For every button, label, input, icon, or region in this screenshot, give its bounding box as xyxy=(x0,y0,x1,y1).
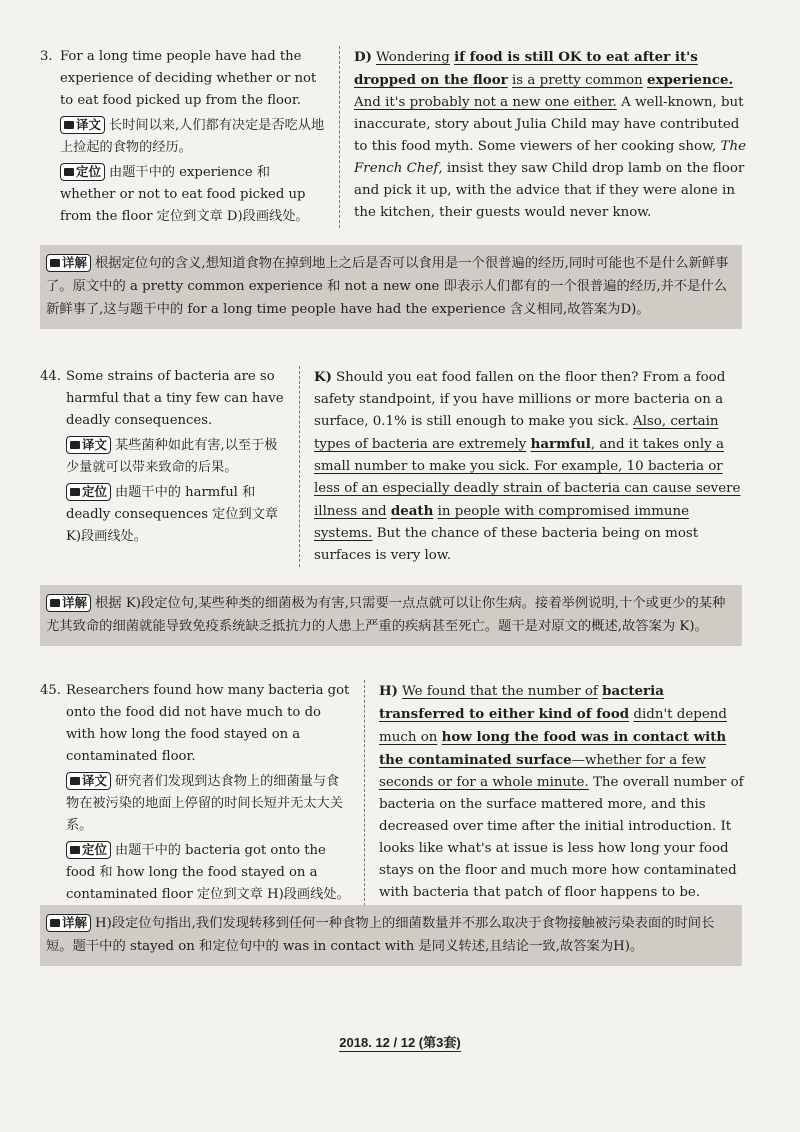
locate-note xyxy=(66,840,350,906)
bold-underlined-text: experience. xyxy=(647,72,734,88)
question-text: Some strains of bacteria are so harmful that a tiny few can have deadly consequences. xyxy=(66,369,284,428)
passage-column xyxy=(300,366,750,567)
passage-text: , insist they saw Child drop lamb on the floor and pick it up, with the advice that if they were alone in the kitchen, their guests would never know. xyxy=(354,161,745,220)
page-footer xyxy=(0,1032,800,1051)
translation-text: 某些菌种如此有害,以至于极少量就可以带来致命的后果。 xyxy=(66,438,278,475)
translation-note xyxy=(66,771,350,837)
explanation-text: H)段定位句指出,我们发现转移到任何一种食物上的细菌数量并不那么取决于食物接触被污染表面的时间长短。题干中的 stayed on 和定位句中的 was in contact with 是同义转述,且结论一致,故答案为H)。 xyxy=(46,916,715,954)
question-block-45 xyxy=(40,680,750,906)
folder-icon xyxy=(70,777,80,785)
folder-icon xyxy=(50,259,60,267)
passage-text: The overall number of bacteria on the surface mattered more, and this decreased over time after the initial introduction. It looks like what's at issue is less how long your food stays on the floor and much more how contaminated with bacteria that patch of floor happens to be. xyxy=(379,775,744,900)
underlined-text: Wondering xyxy=(375,50,450,65)
translation-tag: 译文 xyxy=(66,436,111,454)
locate-tag: 定位 xyxy=(66,483,111,501)
translation-text: 长时间以来,人们都有决定是否吃从地上捡起的食物的经历。 xyxy=(60,118,325,155)
underlined-text: Also, certain types of bacteria are extremely xyxy=(314,414,719,452)
underlined-text: , and it takes only a small number to make you sick. For example, 10 bacteria or less of an especially deadly strain of bacteria can cause severe illness and xyxy=(314,437,741,519)
locate-tag: 定位 xyxy=(60,163,105,181)
show-title: The French Chef xyxy=(354,139,746,176)
locate-text: 由题干中的 experience 和 whether or not to eat food picked up from the floor 定位到文章 D)段画线处。 xyxy=(60,165,309,224)
underlined-text: We found that the number of xyxy=(402,684,598,699)
folder-icon xyxy=(64,168,74,176)
underlined-text: —whether for a few seconds or for a whole minute. xyxy=(379,753,706,790)
folder-icon xyxy=(70,441,80,449)
page-number: 2018. 12 / 12 (第3套) xyxy=(339,1035,461,1050)
question-text: Researchers found how many bacteria got onto the food did not have much to do with how long the food stayed on a contaminated floor. xyxy=(66,683,350,764)
explanation-tag: 详解 xyxy=(46,594,91,612)
question-block-44 xyxy=(40,366,750,567)
underlined-text: is a pretty common xyxy=(511,73,643,88)
question-text: For a long time people have had the experience of deciding whether or not to eat food picked up from the floor. xyxy=(60,49,317,108)
folder-icon xyxy=(70,488,80,496)
question-column xyxy=(40,366,300,567)
explanation-tag: 详解 xyxy=(46,254,91,272)
question-column xyxy=(40,46,340,228)
folder-icon xyxy=(64,121,74,129)
passage-letter: H) xyxy=(379,683,398,699)
translation-tag: 译文 xyxy=(66,772,111,790)
explanation-box-44 xyxy=(40,585,742,646)
passage-letter: K) xyxy=(314,369,332,385)
locate-text: 由题干中的 bacteria got onto the food 和 how long the food stayed on a contaminated floor 定位到文章 H)段画线处。 xyxy=(66,843,350,902)
question-block-43 xyxy=(40,46,750,228)
question-number: 44. xyxy=(40,369,61,384)
underlined-text: And it's probably not a new one either. xyxy=(354,95,617,110)
folder-icon xyxy=(70,846,80,854)
passage-text: A well-known, but inaccurate, story about Julia Child may have contributed to this food myth. Some viewers of her cooking show, xyxy=(354,95,744,154)
bold-underlined-text: death xyxy=(390,503,434,519)
explanation-text: 根据 K)段定位句,某些种类的细菌极为有害,只需要一点点就可以让你生病。接着举例说明,十个或更少的某种尤其致命的细菌就能导致免疫系统缺乏抵抗力的人患上严重的疾病甚至死亡。题干是对原文的概述,故答案为 K)。 xyxy=(46,596,726,634)
passage-letter: D) xyxy=(354,49,372,65)
underlined-text: in people with compromised immune systems. xyxy=(314,504,690,541)
bold-underlined-text: harmful xyxy=(530,436,591,452)
translation-tag: 译文 xyxy=(60,116,105,134)
locate-text: 由题干中的 harmful 和 deadly consequences 定位到文章 K)段画线处。 xyxy=(66,485,279,544)
explanation-box-45 xyxy=(40,905,742,966)
translation-note xyxy=(66,435,285,479)
underlined-text: didn't depend much on xyxy=(379,707,727,745)
folder-icon xyxy=(50,599,60,607)
locate-tag: 定位 xyxy=(66,841,111,859)
bold-underlined-text: if food is still OK to eat after it's dropped on the floor xyxy=(354,49,698,88)
folder-icon xyxy=(50,919,60,927)
passage-column xyxy=(365,680,750,906)
question-column xyxy=(40,680,365,906)
question-number: 45. xyxy=(40,683,61,698)
explanation-tag: 详解 xyxy=(46,914,91,932)
question-number: 3. xyxy=(40,49,53,64)
passage-column xyxy=(340,46,750,228)
passage-text: Should you eat food fallen on the floor then? From a food safety standpoint, if you have millions or more bacteria on a surface, 0.1% is still enough to make you sick. xyxy=(314,370,726,429)
locate-note xyxy=(66,482,285,548)
locate-note xyxy=(60,162,325,228)
translation-note xyxy=(60,115,325,159)
bold-underlined-text: how long the food was in contact with the contaminated surface xyxy=(379,729,727,768)
bold-underlined-text: bacteria transferred to either kind of food xyxy=(379,683,664,722)
passage-text: But the chance of these bacteria being on most surfaces is very low. xyxy=(314,526,699,563)
explanation-box-43 xyxy=(40,245,742,329)
explanation-text: 根据定位句的含义,想知道食物在掉到地上之后是否可以食用是一个很普遍的经历,同时可能也不是什么新鲜事了。原文中的 a pretty common experience 和 not a new one 即表示人们都有的一个很普遍的经历,并不是什么新鲜事了,这与题干中的 for a long time people have had the experience 含义相同,故答案为D)。 xyxy=(46,256,729,317)
translation-text: 研究者们发现到达食物上的细菌量与食物在被污染的地面上停留的时间长短并无太大关系。 xyxy=(66,774,343,833)
